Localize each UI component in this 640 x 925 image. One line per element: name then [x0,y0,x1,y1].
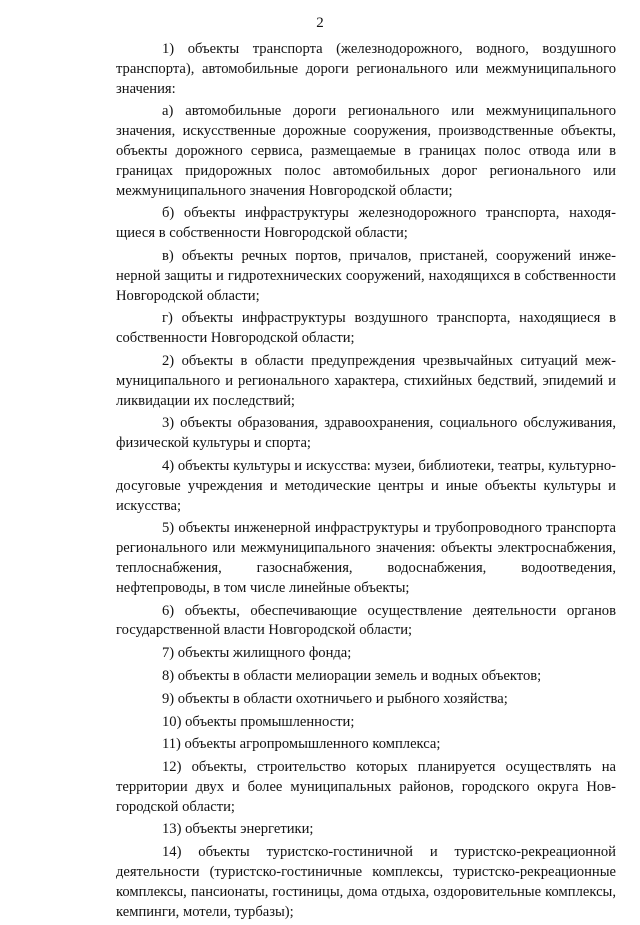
paragraph-1v: в) объекты речных портов, причалов, пристаней, сооружений инженерной защиты и гидротехнических сооружений, находящихся в собственности Новгородской области; [116,247,616,304]
paragraph-1a: а) автомобильные дороги регионального или межмуниципального значения, искусственные дорожные сооружения, производственные объекты, объекты дорожного сервиса, размещаемые в границах полос отвода или в границах придорожных полос автомобильных дорог регионального или межмуниципального значения Новгородской области; [116,103,616,199]
paragraph-6: 6) объекты, обеспечивающие осуществление деятельности органов государственной власти Новгородской области; [116,602,616,639]
paragraph-12: 12) объекты, строительство которых планируется осуществлять на территории двух и более муниципальных районов, городского округа Новгородской области; [116,759,616,815]
paragraph-13: 13) объекты энергетики; [162,821,314,838]
paragraph-14: 14) объекты туристско-гостиничной и туристско-рекреационной деятельности (туристско-гостиничные комплексы, туристско-рекреационные комплексы, пансионаты, гостиницы, дома отдыха, оздоровительные комплексы, кемпинги, мотели, турбазы); [116,844,616,920]
paragraph-10: 10) объекты промышленности; [162,713,355,730]
paragraph-9: 9) объекты в области охотничьего и рыбного хозяйства; [162,690,508,707]
paragraph-4: 4) объекты культуры и искусства: музеи, библиотеки, театры, культурно-досуговые учреждения и методические центры и иные объекты культуры и искусства; [116,457,616,514]
paragraph-1b: б) объекты инфраструктуры железнодорожного транспорта, находящиеся в собственности Новгородской области; [116,205,616,242]
paragraph-5: 5) объекты инженерной инфраструктуры и трубопроводного транспорта регионального или межмуниципального значения: объекты электроснабжения, теплоснабжения, газоснабжения, водоснабжения, водоотведения, нефтепроводы, в том числе линейные объекты; [116,520,616,596]
paragraph-2: 2) объекты в области предупреждения чрезвычайных ситуаций межмуниципального и регионального характера, стихийных бедствий, эпидемий и ликвидации их последствий; [116,352,616,409]
document-body [116,40,616,925]
paragraph-11: 11) объекты агропромышленного комплекса; [162,736,441,753]
paragraph-7: 7) объекты жилищного фонда; [162,645,352,662]
page-number: 2 [316,15,324,31]
paragraph-1: 1) объекты транспорта (железнодорожного, водного, воздушного транспорта), автомобильные дороги регионального или межмуниципального значения: [116,41,616,97]
paragraph-3: 3) объекты образования, здравоохранения, социального обслуживания, физической культуры и спорта; [116,415,616,452]
paragraph-8: 8) объекты в области мелиорации земель и водных объектов; [162,667,542,684]
paragraph-1g: г) объекты инфраструктуры воздушного транспорта, находящиеся в собственности Новгородской области; [116,310,616,347]
